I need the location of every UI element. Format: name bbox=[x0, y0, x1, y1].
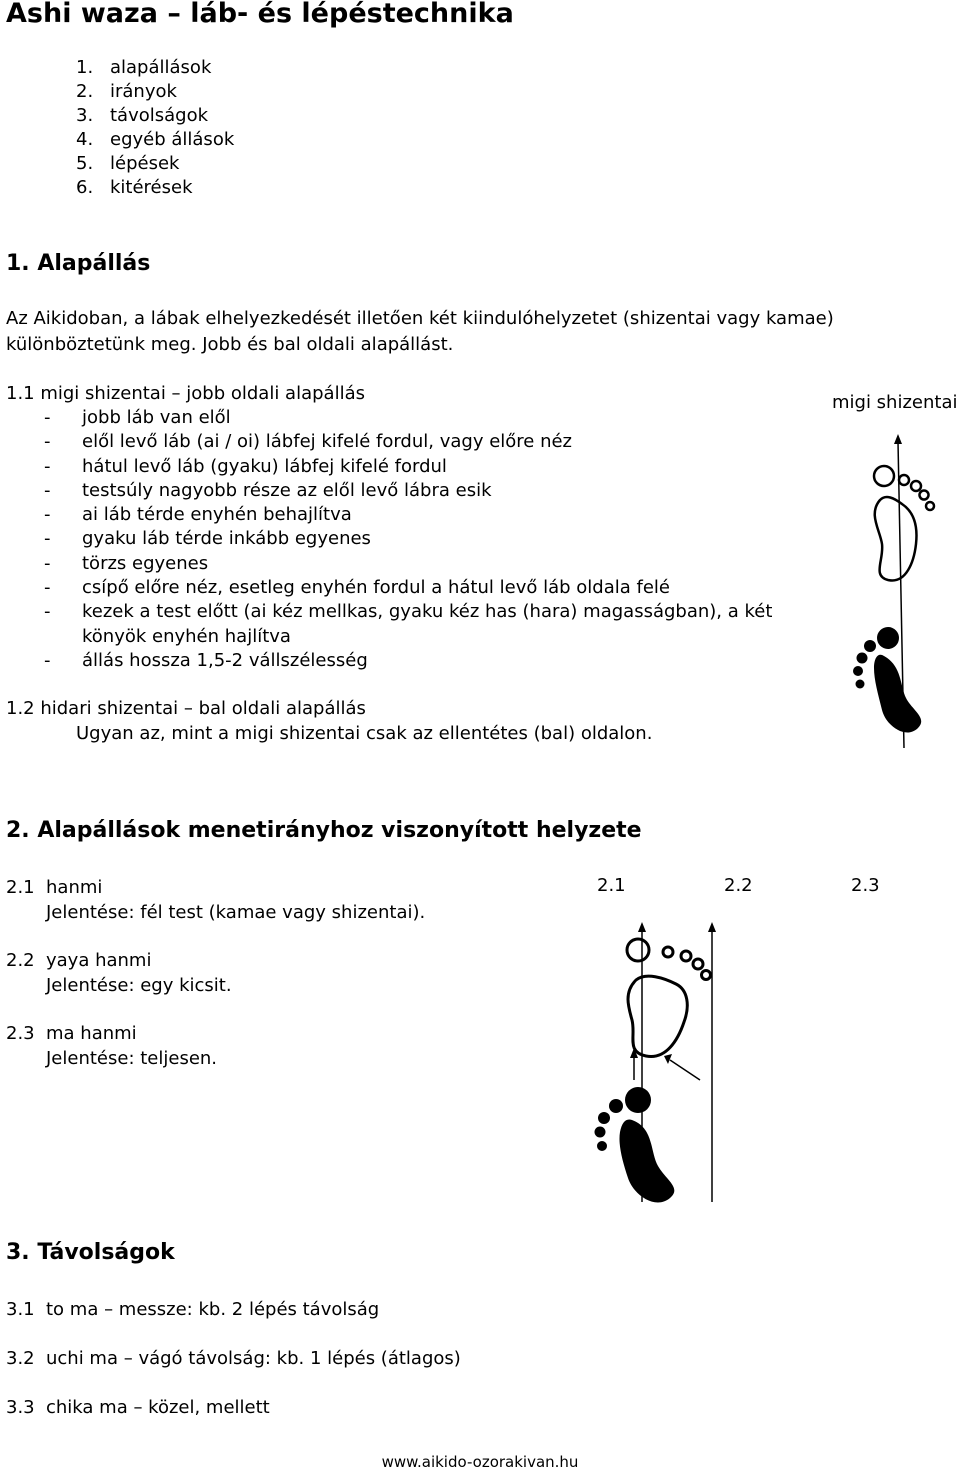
footer-url: www.aikido-ozorakivan.hu bbox=[381, 1453, 579, 1471]
list-item: - állás hossza 1,5-2 vállszélesség bbox=[44, 649, 368, 671]
outline-foot-icon bbox=[627, 939, 711, 1057]
section-3-heading: 3. Távolságok bbox=[6, 1240, 175, 1265]
filled-foot-icon bbox=[853, 627, 921, 733]
distance-text: to ma – messze: kb. 2 lépés távolság bbox=[46, 1299, 380, 1320]
section-2-heading: 2. Alapállások menetirányhoz viszonyított helyzete bbox=[6, 818, 642, 843]
hanmi-name: hanmi bbox=[46, 877, 103, 898]
figure-caption: migi shizentai bbox=[832, 392, 958, 413]
list-item: - ai láb térde enyhén behajlítva bbox=[44, 504, 352, 526]
arrow-head-icon bbox=[638, 922, 646, 932]
ma-hanmi-name: ma hanmi bbox=[46, 1023, 137, 1044]
distance-text: uchi ma – vágó távolság: kb. 1 lépés (átlagos) bbox=[46, 1348, 461, 1369]
arrow-head-icon bbox=[894, 434, 902, 444]
toc-item: 1. alapállások bbox=[76, 57, 212, 78]
toc-item: 2. irányok bbox=[76, 81, 177, 102]
list-item: - testsúly nagyobb része az elől levő lábra esik bbox=[44, 479, 492, 501]
distance-num: 3.1 bbox=[6, 1299, 35, 1320]
yaya-hanmi-meaning: Jelentése: egy kicsit. bbox=[46, 975, 232, 996]
hanmi-figure bbox=[588, 920, 888, 1210]
distance-text: chika ma – közel, mellett bbox=[46, 1397, 270, 1418]
toc-item: 5. lépések bbox=[76, 153, 180, 174]
page-title: Ashi waza – láb- és lépéstechnika bbox=[6, 0, 514, 29]
hanmi-meaning: Jelentése: fél test (kamae vagy shizentai). bbox=[46, 902, 426, 923]
yaya-hanmi-num: 2.2 bbox=[6, 950, 35, 971]
ma-hanmi-meaning: Jelentése: teljesen. bbox=[46, 1048, 218, 1069]
angle-line bbox=[670, 1060, 700, 1080]
distance-num: 3.3 bbox=[6, 1397, 35, 1418]
list-item: - csípő előre néz, esetleg enyhén fordul a hátul levő láb oldala felé bbox=[44, 577, 670, 599]
list-item: - gyaku láb térde inkább egyenes bbox=[44, 528, 371, 550]
table-of-contents bbox=[76, 56, 234, 200]
section-1-heading: 1. Alapállás bbox=[6, 251, 151, 276]
subsection-1-2-title: 1.2 hidari shizentai – bal oldali alapállás bbox=[6, 698, 366, 719]
outline-foot-icon bbox=[874, 466, 934, 580]
list-item: - kezek a test előtt (ai kéz mellkas, gyaku kéz has (hara) magasságban), a két könyök enyhén hajlítva bbox=[44, 601, 773, 647]
subsection-1-1-title: 1.1 migi shizentai – jobb oldali alapállás bbox=[6, 383, 365, 404]
section-1-intro: Az Aikidoban, a lábak elhelyezkedését illetően két kiindulóhelyzetet (shizentai vagy kamae) különböztetünk meg. Jobb és bal oldali alapállást. bbox=[6, 308, 834, 355]
ma-hanmi-num: 2.3 bbox=[6, 1023, 35, 1044]
list-item: - törzs egyenes bbox=[44, 552, 209, 574]
stance-list bbox=[6, 406, 802, 673]
list-item: - jobb láb van elől bbox=[44, 407, 231, 428]
toc-item: 6. kitérések bbox=[76, 177, 193, 198]
hanmi-num: 2.1 bbox=[6, 877, 35, 898]
figure-label-2-2: 2.2 bbox=[724, 875, 753, 896]
figure-label-2-3: 2.3 bbox=[851, 875, 880, 896]
arrow-head-icon bbox=[664, 1054, 672, 1064]
subsection-1-2-text: Ugyan az, mint a migi shizentai csak az ellentétes (bal) oldalon. bbox=[76, 723, 653, 744]
toc-item: 4. egyéb állások bbox=[76, 129, 235, 150]
yaya-hanmi-name: yaya hanmi bbox=[46, 950, 152, 971]
toc-item: 3. távolságok bbox=[76, 105, 209, 126]
filled-foot-icon bbox=[595, 1087, 675, 1202]
arrow-head-icon bbox=[708, 922, 716, 932]
migi-shizentai-figure bbox=[840, 430, 960, 750]
distance-num: 3.2 bbox=[6, 1348, 35, 1369]
list-item: - hátul levő láb (gyaku) lábfej kifelé fordul bbox=[44, 455, 447, 477]
figure-label-2-1: 2.1 bbox=[597, 875, 626, 896]
list-item: - elől levő láb (ai / oi) lábfej kifelé fordul, vagy előre néz bbox=[44, 431, 573, 453]
